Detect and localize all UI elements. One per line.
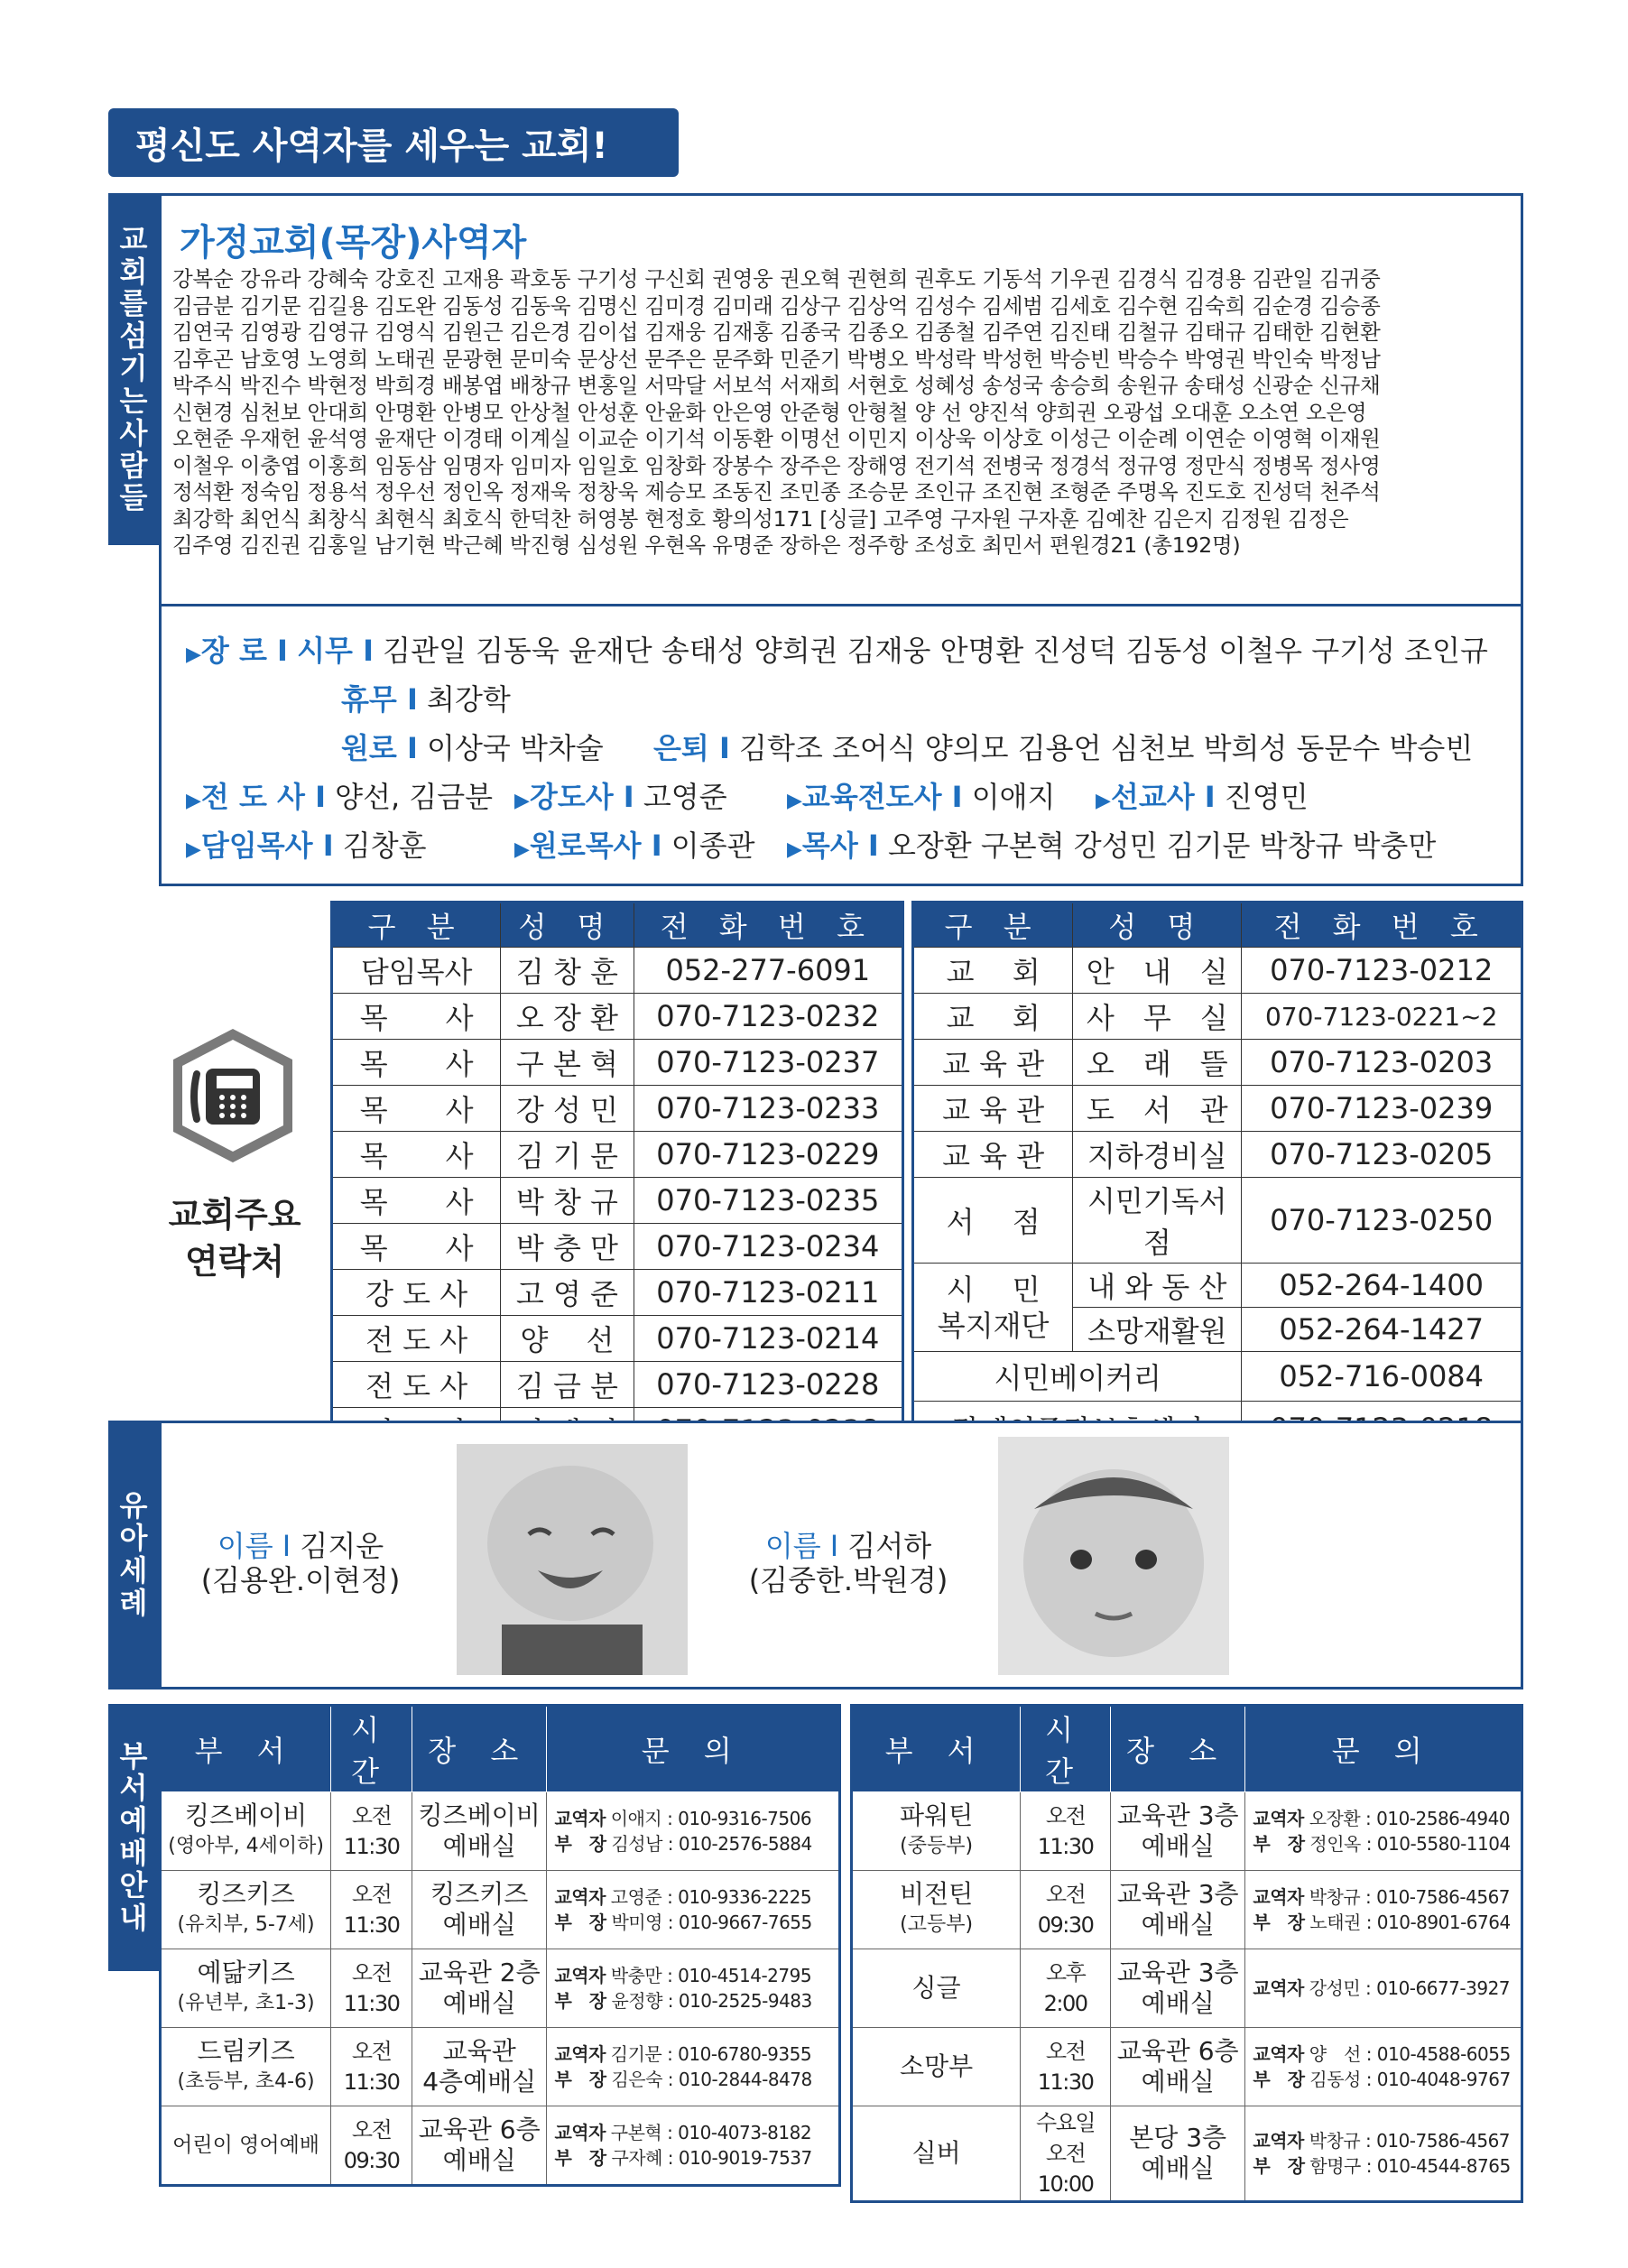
- contact-name: 박 충 만: [501, 1224, 634, 1270]
- department-contact: [547, 1949, 840, 2028]
- contact-value: 김은숙 : 010-2844-8478: [611, 2069, 812, 2090]
- section1-char: 섬: [119, 319, 148, 354]
- department-place: [1110, 2028, 1244, 2106]
- department-time: [331, 1949, 412, 2028]
- department-name: [161, 1949, 331, 2028]
- contact-row: [913, 1264, 1522, 1308]
- contact-line: [554, 2067, 837, 2092]
- contact-phone: 070-7123-0233: [634, 1086, 902, 1132]
- contact-title: 교역자: [554, 2043, 606, 2065]
- contact-name: 오 장 환: [501, 994, 634, 1040]
- department-contact: [1245, 2106, 1522, 2202]
- contact-phone: 070-7123-0214: [634, 1316, 902, 1362]
- contact-row: [332, 1316, 903, 1362]
- department-place-line: 교육관 3층: [1116, 1958, 1239, 1987]
- missionary-row: ▶선교사 I 진영민: [1096, 780, 1309, 814]
- department-title: 어린이 영어예배: [172, 2134, 320, 2157]
- department-row: [161, 1792, 840, 1871]
- names-line: 정석환 정숙임 정용석 정우선 정인옥 정재욱 정창욱 제승모 조동진 조민종 조승문 조인규 조진현 조형준 주명옥 진도호 진성덕 천주석: [172, 479, 1381, 505]
- department-place-line: 교육관 3층: [1116, 1879, 1239, 1909]
- department-time: [1021, 2106, 1111, 2202]
- contact-place: 교 육 관: [913, 1040, 1073, 1086]
- department-place-line: 예배실: [1141, 1831, 1215, 1861]
- names-line: 김후곤 남호영 노영희 노태권 문광현 문미숙 문상선 문주은 문주화 민준기 박병오 박성락 박성헌 박승빈 박승수 박영권 박인숙 박정남: [172, 346, 1381, 372]
- department-place: [412, 1792, 547, 1871]
- contact-line: [1253, 1976, 1520, 2001]
- servers-box: [159, 193, 1523, 606]
- department-place-line: 예배실: [1141, 2153, 1215, 2183]
- contact-name: 양 선: [501, 1316, 634, 1362]
- contact-room: 소망재활원: [1073, 1308, 1242, 1352]
- edu-evangelist-row: ▶교육전도사 I 이애지: [787, 780, 1056, 814]
- contact-phone: 070-7123-0239: [1242, 1086, 1522, 1132]
- retired-elders-row: 은퇴 I 김학조 조어식 양의모 김용언 심천보 박희성 동문수 박승빈: [653, 731, 1474, 765]
- contact-line: [554, 2145, 837, 2171]
- section1-char: 교: [119, 221, 148, 256]
- contact-phone: 052-716-0084: [1242, 1352, 1522, 1402]
- contact-value: 오장환 : 010-2586-4940: [1309, 1808, 1511, 1829]
- depts-char: 내: [119, 1900, 148, 1935]
- baptism-char: 례: [119, 1585, 148, 1620]
- contact-row: [332, 1270, 903, 1316]
- department-time-text: 오전 09:30: [1037, 1882, 1094, 1938]
- contact-line: [1253, 2153, 1520, 2179]
- contact-room: 내 와 동 산: [1073, 1264, 1242, 1308]
- department-title: 킹즈베이비: [184, 1801, 308, 1830]
- contacts-table-right: 구 분 성 명 전 화 번 호 교 회 안 내 실 070-7123-0212 교 회 사 무 실 070-7123-0221~2 교 육 관 오 래 뜰 070-7123-0203 교 육 관 도 서 관 070-7123-0239 교 육 관 지하경비실 070-7123-0205 서 점 시민기독서점 070-7123-0250 시 민 복지재단 내 와 동 산 052-264-1400 소망재활원 052-264-1427 시민베이커리 052-716-0084: [911, 901, 1523, 1458]
- contact-value: 김동성 : 010-4048-9767: [1309, 2069, 1511, 2090]
- department-row: [161, 2028, 840, 2106]
- contact-title: 교역자: [554, 1886, 606, 1908]
- department-contact: [547, 1871, 840, 1949]
- department-contact: [547, 2028, 840, 2106]
- contact-value: 구자혜 : 010-9019-7537: [611, 2147, 812, 2169]
- contact-title: 부 장: [554, 2147, 606, 2169]
- departments-table-left: 부 서 시 간 장 소 문 의 킹즈베이비 (영아부, 4세이하) 오전 11:30 킹즈베이비 예배실 교역자 이애지 : 010-9316-7506 부 장 김성남 : 010-2576-5884 킹즈키즈 (유치부, 5-7세) 오전 11:30 킹즈키즈 예배실 교역자 고영준 : 010-9336-2225 부 장 박미영 : 010-9667-7655 예닮키즈 (유년부, 초1-3) 오전 11:30 교육관 2층 예배실 교역자 박충만 : 010-4514-2795 부 장 윤정향 : 010-2525-9483 드림키즈 (초등부, 초4-6) 오전 11:30 교육관 4층예배실 교역자 김기문 : 010-6780-9355 부 장 김은숙 : 010-2844-8478 어린이 영어예배 오전 09:30 교육관 6층 예배실 교역자 구본혁 : 010-4073-8182 부 장 구자혜 : 010-9019-7537: [159, 1704, 841, 2187]
- elders-row: ▶장 로 I 시무 I 김관일 김동욱 윤재단 송태성 양희권 김재웅 안명환 진성덕 김동성 이철우 구기성 조인규: [186, 634, 1488, 668]
- department-contact: [1245, 1792, 1522, 1871]
- baptism-char: 유: [119, 1488, 148, 1523]
- department-time: [331, 2028, 412, 2106]
- department-title: 싱글: [911, 1973, 961, 2003]
- contact-title: 교역자: [554, 1808, 606, 1829]
- department-place: [1110, 1871, 1244, 1949]
- department-title: 소망부: [900, 2051, 974, 2081]
- names-line: 강복순 강유라 강혜숙 강호진 고재용 곽호동 구기성 구신회 권영웅 권오혁 권현희 권후도 기동석 기우권 김경식 김경용 김관일 김귀중: [172, 266, 1381, 292]
- welfare-label: [913, 1264, 1073, 1352]
- contact-value: 정인옥 : 010-5580-1104: [1309, 1833, 1511, 1855]
- department-place-line: 예배실: [442, 1988, 516, 2018]
- department-time-text: 수요일 오전 10:00: [1036, 2110, 1096, 2197]
- department-contact: [1245, 2028, 1522, 2106]
- contact-name: 김 금 분: [501, 1362, 634, 1408]
- contact-place: 교 회: [913, 948, 1073, 994]
- department-row: [161, 1871, 840, 1949]
- contact-name: 고 영 준: [501, 1270, 634, 1316]
- depts-char: 서: [119, 1771, 148, 1806]
- contact-title: 부 장: [1253, 2155, 1305, 2177]
- contact-value: 박충만 : 010-4514-2795: [610, 1965, 812, 1986]
- department-subtitle: (초등부, 초4-6): [177, 2070, 315, 2093]
- contact-value: 고영준 : 010-9336-2225: [610, 1886, 812, 1908]
- contact-phone: 070-7123-0237: [634, 1040, 902, 1086]
- contact-role: 목 사: [332, 1178, 501, 1224]
- department-time-text: 오전 11:30: [343, 2039, 400, 2095]
- contact-line: [554, 1806, 837, 1831]
- department-name: [852, 1792, 1021, 1871]
- department-time: [331, 1792, 412, 1871]
- contact-line: [1253, 2041, 1520, 2067]
- contact-phone: 070-7123-0228: [634, 1362, 902, 1408]
- contact-line: [1253, 2128, 1520, 2153]
- contact-room: 안 내 실: [1073, 948, 1242, 994]
- contact-phone: 070-7123-0234: [634, 1224, 902, 1270]
- contact-row: [913, 1132, 1522, 1178]
- section-tab-departments: [108, 1704, 159, 1971]
- contact-role: 전 도 사: [332, 1316, 501, 1362]
- section-tab-servers: [108, 193, 159, 545]
- contact-line: [1253, 2067, 1520, 2092]
- contact-value: 노태권 : 010-8901-6764: [1309, 1912, 1511, 1933]
- contact-phone: 052-277-6091: [634, 948, 902, 994]
- contact-name: 구 본 혁: [501, 1040, 634, 1086]
- contact-phone: 052-264-1427: [1242, 1308, 1522, 1352]
- department-time-text: 오전 11:30: [1037, 1803, 1094, 1859]
- section1-char: 를: [119, 286, 148, 321]
- section-tab-baptism: [108, 1421, 159, 1689]
- contact-place: 교 회: [913, 994, 1073, 1040]
- contact-row: [332, 1362, 903, 1408]
- contact-value: 김성남 : 010-2576-5884: [611, 1833, 812, 1855]
- department-place: [412, 1949, 547, 2028]
- contact-role: 목 사: [332, 1224, 501, 1270]
- department-row: [852, 2106, 1522, 2202]
- contact-row: [913, 1040, 1522, 1086]
- contact-phone: 070-7123-0232: [634, 994, 902, 1040]
- leaders-names: [172, 266, 1512, 560]
- contact-value: 김기문 : 010-6780-9355: [610, 2043, 812, 2065]
- department-title: 실버: [911, 2138, 961, 2168]
- emeritus-elders-row: 원로 I 이상국 박차술: [341, 731, 604, 765]
- department-title: 킹즈키즈: [197, 1879, 295, 1909]
- names-line: 김주영 김진권 김홍일 남기현 박근혜 박진형 심성원 우현옥 유명준 장하은 정주항 조성호 최민서 편원경21 (총192명): [172, 532, 1241, 558]
- department-name: [161, 1792, 331, 1871]
- depts-char: 예: [119, 1803, 148, 1838]
- department-place: [412, 1871, 547, 1949]
- contact-row: [913, 1178, 1522, 1264]
- contact-title: 교역자: [1253, 1808, 1304, 1829]
- contact-value: 윤정향 : 010-2525-9483: [611, 1990, 812, 2012]
- department-name: [852, 2028, 1021, 2106]
- leaders-subtitle: 가정교회(목장)사역자: [180, 222, 527, 264]
- contact-value: 박미영 : 010-9667-7655: [611, 1912, 812, 1933]
- department-place-line: 교육관 2층: [418, 1958, 541, 1987]
- contact-room: 오 래 뜰: [1073, 1040, 1242, 1086]
- contact-phone: 070-7123-0212: [1242, 948, 1522, 994]
- department-place-line: 본당 3층: [1129, 2123, 1227, 2152]
- department-name: [852, 1871, 1021, 1949]
- contacts-table-left: 구 분 성 명 전 화 번 호 담임목사 김 창 훈 052-277-6091 목 사 오 장 환 070-7123-0232 목 사 구 본 혁 070-7123-0237 목 사 강 성 민 070-7123-0233 목 사 김 기 문 070-7123-0229 목 사 박 창 규 070-7123-0235 목 사 박 충 만 070-7123-0234 강 도 사 고 영 준 070-7123-0211 전 도 사 양 선 070-7123-0214 전 도 사 김 금 분 070-7123-0228: [330, 901, 904, 1456]
- contact-name: 김 기 문: [501, 1132, 634, 1178]
- depts-char: 배: [119, 1836, 148, 1870]
- contact-title: 부 장: [1253, 2069, 1305, 2090]
- lecturer-row: ▶강도사 I 고영준: [514, 780, 727, 814]
- department-time: [1021, 2028, 1111, 2106]
- contact-value: 이애지 : 010-9316-7506: [610, 1808, 812, 1829]
- department-name: [161, 2028, 331, 2106]
- contact-role: 담임목사: [332, 948, 501, 994]
- department-row: [852, 1792, 1522, 1871]
- contact-title: 교역자: [1253, 2043, 1304, 2065]
- section1-char: 람: [119, 448, 148, 483]
- baptism-char: 세: [119, 1553, 148, 1588]
- department-place-line: 킹즈베이비: [418, 1801, 541, 1830]
- department-place: [412, 2028, 547, 2106]
- contact-row: [913, 1352, 1522, 1402]
- contact-title: 부 장: [554, 1912, 606, 1933]
- contact-line: [554, 1988, 837, 2013]
- welfare-label-line: 시 민: [946, 1272, 1041, 1307]
- department-place-line: 교육관 3층: [1116, 1801, 1239, 1830]
- department-place-line: 예배실: [1141, 2067, 1215, 2097]
- department-subtitle: (유년부, 초1-3): [177, 1992, 315, 2014]
- department-subtitle: (유치부, 5-7세): [177, 1913, 315, 1936]
- department-time: [1021, 1949, 1111, 2028]
- depts-char: 부: [119, 1738, 148, 1773]
- contact-line: [1253, 1806, 1520, 1831]
- department-row: [852, 2028, 1522, 2106]
- contact-title: 교역자: [1253, 1886, 1304, 1908]
- department-place-line: 예배실: [1141, 1910, 1215, 1939]
- contact-value: 강성민 : 010-6677-3927: [1309, 1977, 1511, 1999]
- contact-line: [554, 2120, 837, 2145]
- evangelists-row: ▶전 도 사 I 양선, 김금분: [186, 780, 494, 814]
- department-time-text: 오전 11:30: [1037, 2039, 1094, 2095]
- contact-room: 시민기독서점: [1073, 1178, 1242, 1264]
- department-place: [412, 2106, 547, 2186]
- contact-title: 교역자: [1253, 1977, 1304, 1999]
- names-line: 김연국 김영광 김영규 김영식 김원근 김은경 김이섭 김재웅 김재홍 김종국 김종오 김종철 김주연 김진태 김철규 김태규 김태한 김현환: [172, 319, 1381, 345]
- contact-title: 교역자: [554, 2122, 606, 2143]
- contact-role: 목 사: [332, 1040, 501, 1086]
- senior-pastor-row: ▶담임목사 I 김창훈: [186, 829, 427, 863]
- department-place: [1110, 1949, 1244, 2028]
- contact-name: 김 창 훈: [501, 948, 634, 994]
- department-place-line: 킹즈키즈: [430, 1879, 529, 1909]
- names-line: 오현준 우재헌 윤석영 윤재단 이경태 이계실 이교순 이기석 이동환 이명선 이민지 이상욱 이상호 이성근 이순례 이연순 이영혁 이재원: [172, 426, 1381, 451]
- pastors-row: ▶목사 I 오장환 구본혁 강성민 김기문 박창규 박충만: [787, 829, 1437, 863]
- phone-icon: [161, 1023, 305, 1168]
- contact-title: 부 장: [554, 1990, 606, 2012]
- contact-line: [554, 1910, 837, 1935]
- department-time: [1021, 1792, 1111, 1871]
- department-time: [331, 2106, 412, 2186]
- welfare-label-line: 복지재단: [937, 1308, 1050, 1343]
- department-name: [852, 2106, 1021, 2202]
- contact-row: [332, 994, 903, 1040]
- department-place-line: 4층예배실: [422, 2067, 537, 2097]
- department-time: [1021, 1871, 1111, 1949]
- contacts-label: 교회주요 연락처: [168, 1195, 301, 1282]
- department-time-text: 오전 09:30: [343, 2117, 400, 2173]
- contact-phone: 070-7123-0211: [634, 1270, 902, 1316]
- contact-value: 구본혁 : 010-4073-8182: [610, 2122, 812, 2143]
- contact-room: 사 무 실: [1073, 994, 1242, 1040]
- section1-char: 는: [119, 383, 148, 418]
- contact-line: [554, 1884, 837, 1910]
- department-contact: [1245, 1871, 1522, 1949]
- department-place: [1110, 2106, 1244, 2202]
- department-place-line: 예배실: [442, 1831, 516, 1861]
- department-contact: [1245, 1949, 1522, 2028]
- page-banner: 평신도 사역자를 세우는 교회!: [108, 108, 679, 177]
- section1-char: 기: [119, 351, 148, 386]
- department-row: [161, 2106, 840, 2186]
- names-line: 박주식 박진수 박현정 박희경 배봉엽 배창규 변홍일 서막달 서보석 서재희 서현호 성혜성 송성국 송승희 송원규 송태성 신광순 신규채: [172, 373, 1381, 398]
- contact-room: 지하경비실: [1073, 1132, 1242, 1178]
- department-name: [161, 1871, 331, 1949]
- contact-title: 교역자: [1253, 2130, 1304, 2152]
- contact-name: 강 성 민: [501, 1086, 634, 1132]
- section1-char: 사: [119, 415, 148, 450]
- baptism-char: 아: [119, 1521, 148, 1556]
- contact-title: 부 장: [554, 1833, 606, 1855]
- contact-phone: 070-7123-0250: [1242, 1178, 1522, 1264]
- department-title: 드림키즈: [197, 2036, 295, 2066]
- contact-place: 교 육 관: [913, 1086, 1073, 1132]
- department-subtitle: (고등부): [900, 1913, 974, 1936]
- contact-title: 부 장: [1253, 1833, 1305, 1855]
- contact-place: 서 점: [913, 1178, 1073, 1264]
- names-line: 최강학 최언식 최창식 최현식 최호식 한덕찬 허영봉 현정호 황의성171 [싱글] 고주영 구자원 구자훈 김예찬 김은지 김정원 김정은: [172, 505, 1349, 532]
- contact-line: [554, 1831, 837, 1856]
- department-place-line: 예배실: [442, 2145, 516, 2175]
- depts-char: 안: [119, 1867, 148, 1902]
- contact-row: [913, 1086, 1522, 1132]
- contact-row: [913, 948, 1522, 994]
- department-place-line: 예배실: [1141, 1988, 1215, 2018]
- contact-place: 시민베이커리: [913, 1352, 1242, 1402]
- baby-2-photo: [998, 1437, 1229, 1675]
- contact-line: [554, 2041, 837, 2067]
- contact-role: 목 사: [332, 1132, 501, 1178]
- contact-row: [332, 1040, 903, 1086]
- contact-name: 박 창 규: [501, 1178, 634, 1224]
- department-time-text: 오전 11:30: [343, 1803, 400, 1859]
- rest-elders-row: 휴무 I 최강학: [341, 682, 511, 717]
- contact-row: [332, 1178, 903, 1224]
- names-line: 이철우 이충엽 이홍희 임동삼 임명자 임미자 임일호 임창화 장봉수 장주은 장해영 전기석 전병국 정경석 정규영 정만식 정병목 정사영: [172, 452, 1381, 478]
- baby-1-caption: 이름 I 김지운 (김용완.이현정): [200, 1529, 401, 1597]
- department-time-text: 오전 11:30: [343, 1882, 400, 1938]
- contact-phone: 070-7123-0229: [634, 1132, 902, 1178]
- names-line: 신현경 심천보 안대희 안명환 안병모 안상철 안성훈 안윤화 안은영 안준형 안형철 양 선 양진석 양희권 오광섭 오대훈 오소연 오은영: [172, 399, 1367, 425]
- department-subtitle: (영아부, 4세이하): [168, 1835, 324, 1857]
- contact-row: [913, 994, 1522, 1040]
- department-name: [852, 1949, 1021, 2028]
- contact-value: 양 선 : 010-4588-6055: [1309, 2043, 1511, 2065]
- departments-table-right: 부 서 시 간 장 소 문 의 파워틴 (중등부) 오전 11:30 교육관 3층 예배실 교역자 오장환 : 010-2586-4940 부 장 정인옥 : 010-5580-1104 비전틴 (고등부) 오전 09:30 교육관 3층 예배실 교역자 박창규 : 010-7586-4567 부 장 노태권 : 010-8901-6764 싱글 오후 2:00 교육관 3층 예배실 교역자 강성민 : 010-6677-3927 소망부 오전 11:30 교육관 6층 예배실 교역자 양 선 : 010-4588-6055 부 장 김동성 : 010-4048-9767 실버 수요일 오전 10:00 본당 3층 예배실 교역자 박창규 : 010-7586-4567 부 장 함명구 : 010-4544-8765: [850, 1704, 1523, 2203]
- section1-char: 회: [119, 254, 148, 289]
- department-title: 비전틴: [900, 1879, 974, 1909]
- contact-phone: 070-7123-0235: [634, 1178, 902, 1224]
- contact-line: [554, 1963, 837, 1988]
- contact-role: 목 사: [332, 1086, 501, 1132]
- department-place-line: 교육관: [442, 2036, 516, 2066]
- contact-line: [1253, 1831, 1520, 1856]
- contact-title: 부 장: [554, 2069, 606, 2090]
- contact-title: 교역자: [554, 1965, 606, 1986]
- contact-line: [1253, 1884, 1520, 1910]
- department-row: [161, 1949, 840, 2028]
- department-subtitle: (중등부): [900, 1835, 974, 1857]
- department-contact: [547, 1792, 840, 1871]
- names-line: 김금분 김기문 김길용 김도완 김동성 김동욱 김명신 김미경 김미래 김상구 김상억 김성수 김세범 김세호 김수현 김숙희 김순경 김승종: [172, 292, 1381, 319]
- department-contact: [547, 2106, 840, 2186]
- contact-role: 전 도 사: [332, 1362, 501, 1408]
- contact-line: [1253, 1910, 1520, 1935]
- baby-2-caption: 이름 I 김서하 (김중한.박원경): [748, 1529, 948, 1597]
- emeritus-pastor-row: ▶원로목사 I 이종관: [514, 829, 755, 863]
- section1-char: 들: [119, 480, 148, 515]
- contact-title: 부 장: [1253, 1912, 1305, 1933]
- contact-role: 강 도 사: [332, 1270, 501, 1316]
- department-row: [852, 1949, 1522, 2028]
- department-row: [852, 1871, 1522, 1949]
- contact-phone: 070-7123-0203: [1242, 1040, 1522, 1086]
- contact-value: 박창규 : 010-7586-4567: [1309, 1886, 1511, 1908]
- department-time-text: 오전 11:30: [343, 1960, 400, 2016]
- department-title: 예닮키즈: [197, 1958, 295, 1987]
- department-place-line: 교육관 6층: [1116, 2036, 1239, 2066]
- contact-room: 도 서 관: [1073, 1086, 1242, 1132]
- contact-value: 함명구 : 010-4544-8765: [1309, 2155, 1511, 2177]
- department-place-line: 교육관 6층: [418, 2115, 541, 2144]
- contact-place: 교 육 관: [913, 1132, 1073, 1178]
- department-time-text: 오후 2:00: [1043, 1960, 1087, 2016]
- contact-phone: 052-264-1400: [1242, 1264, 1522, 1308]
- department-name: [161, 2106, 331, 2186]
- contact-row: [332, 948, 903, 994]
- contact-row: [332, 1132, 903, 1178]
- contact-role: 목 사: [332, 994, 501, 1040]
- department-title: 파워틴: [900, 1801, 974, 1830]
- department-place-line: 예배실: [442, 1910, 516, 1939]
- contact-row: [332, 1224, 903, 1270]
- contact-phone: 070-7123-0221~2: [1242, 994, 1522, 1040]
- department-time: [331, 1871, 412, 1949]
- department-place: [1110, 1792, 1244, 1871]
- contact-value: 박창규 : 010-7586-4567: [1309, 2130, 1511, 2152]
- contact-phone: 070-7123-0205: [1242, 1132, 1522, 1178]
- contact-row: [332, 1086, 903, 1132]
- baby-1-photo: [457, 1444, 688, 1675]
